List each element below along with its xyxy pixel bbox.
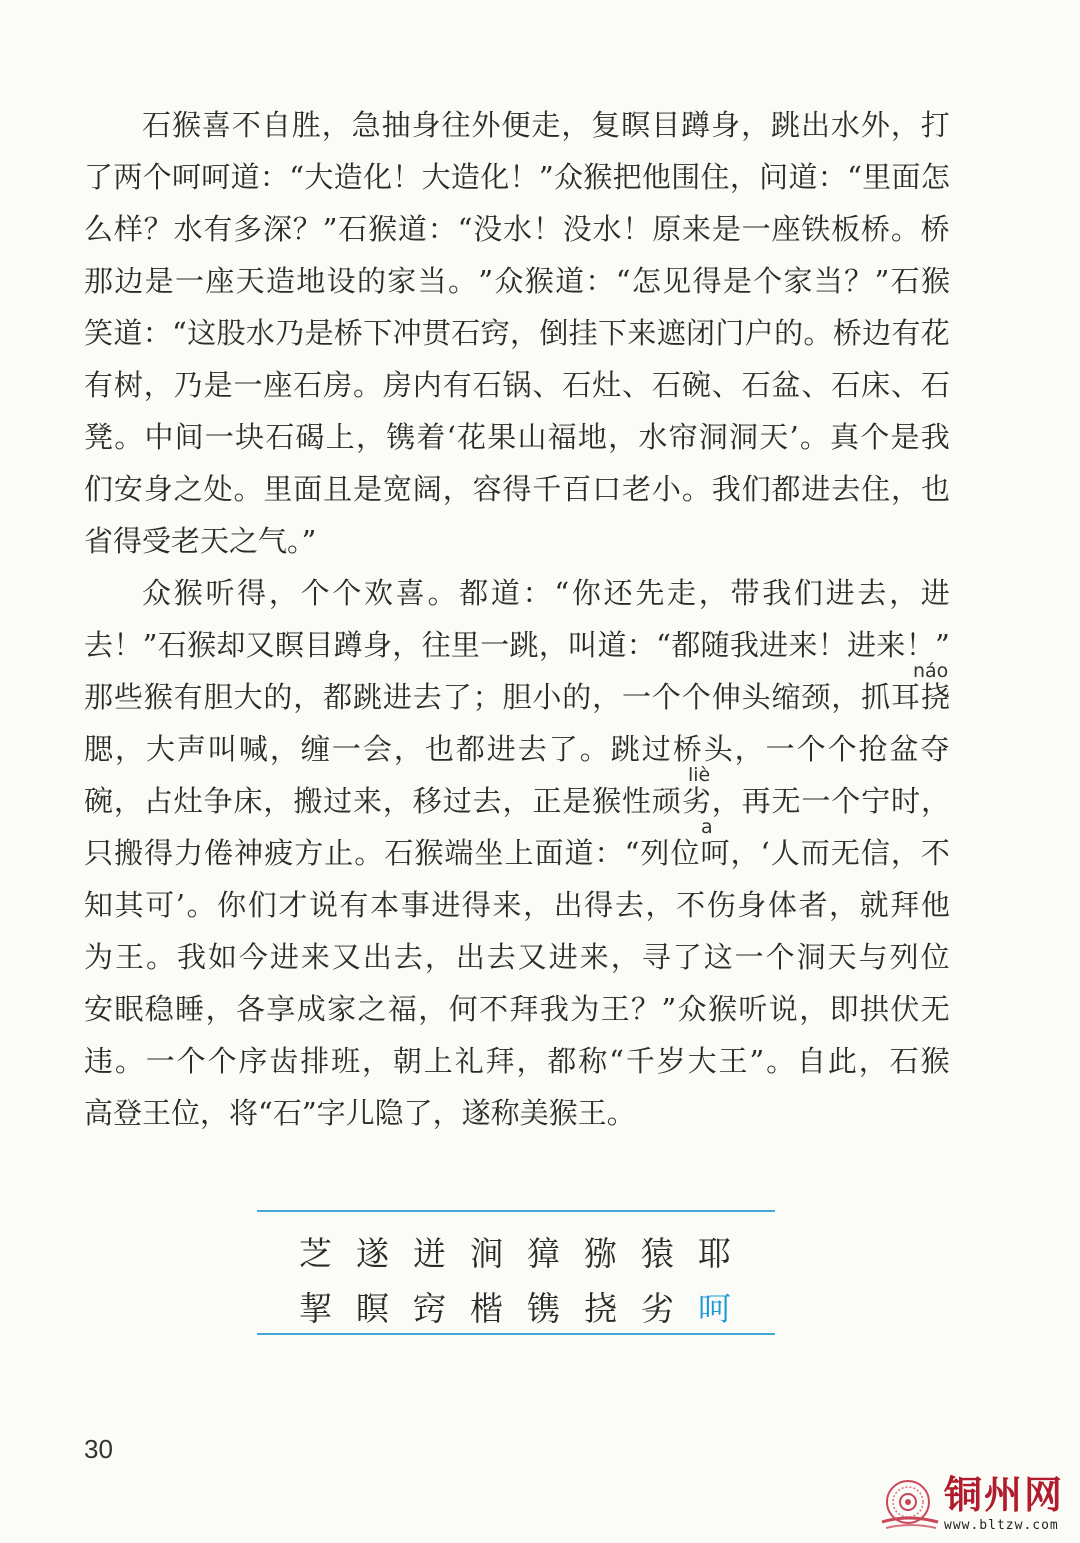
- text-line: 腮 ， 大 声 叫 喊 ， 缠 一 会 ， 也 都 进 去 了 。 跳 过 桥 头 ， 一 个 个 抢 盆 夺: [84, 732, 950, 766]
- text-line: 碗 ， 占 灶 争 床 ， 搬 过 来 ， 移 过 去 ， 正 是 猴 性 顽 劣 ， 再 无 一 个 宁 时 ，: [84, 784, 950, 818]
- char: 窍: [413, 1289, 446, 1328]
- top-rule: [257, 1210, 775, 1212]
- char: 獐: [527, 1234, 560, 1273]
- char: 瞑: [356, 1289, 389, 1328]
- text-line: 了 两 个 呵 呵 道 ： “ 大 造 化 ！ 大 造 化 ！ ” 众 猴 把 他 围 住 ， 问 道 ： “ 里 面 怎: [84, 160, 950, 194]
- text-line: 省得受老天之气。”: [84, 524, 317, 558]
- text-line: 凳 。 中 间 一 块 石 碣 上 ， 镌 着 ‘ 花 果 山 福 地 ， 水 帘 洞 洞 天 ’ 。 真 个 是 我: [84, 420, 950, 454]
- text-line: 高登王位，将“石”字儿隐了，遂称美猴王。: [84, 1096, 636, 1130]
- char: 挠: [584, 1289, 617, 1328]
- text-line: 只 搬 得 力 倦 神 疲 方 止 。 石 猴 端 坐 上 面 道 ： “ 列 位 呵 ， ‘ 人 而 无 信 ， 不: [84, 836, 950, 870]
- char-highlighted: 呵: [698, 1289, 731, 1328]
- text-line: 违 。 一 个 个 序 齿 排 班 ， 朝 上 礼 拜 ， 都 称 “ 千 岁 大 王 ” 。 自 此 ， 石 猴: [84, 1044, 950, 1078]
- text-line: 有 树 ， 乃 是 一 座 石 房 。 房 内 有 石 锅 、 石 灶 、 石 碗 、 石 盆 、 石 床 、 石: [84, 368, 950, 402]
- char: 镌: [527, 1289, 560, 1328]
- pinyin-lie: liè: [688, 764, 711, 786]
- page-number: 30: [84, 1434, 113, 1464]
- text-line: 们 安 身 之 处 。 里 面 且 是 宽 阔 ， 容 得 千 百 口 老 小 。 我 们 都 进 去 住 ， 也: [84, 472, 950, 506]
- text-line: 笑 道 ： “ 这 股 水 乃 是 桥 下 冲 贯 石 窍 ， 倒 挂 下 来 遮 闭 门 户 的 。 桥 边 有 花: [84, 316, 950, 350]
- pinyin-nao: náo: [913, 660, 949, 682]
- char: 涧: [470, 1234, 503, 1273]
- text-line: 那 边 是 一 座 天 造 地 设 的 家 当 。 ” 众 猴 道 ： “ 怎 见 得 是 个 家 当 ？ ” 石 猴: [84, 264, 950, 298]
- text-line: 那 些 猴 有 胆 大 的 ， 都 跳 进 去 了 ； 胆 小 的 ， 一 个 个 伸 头 缩 颈 ， 抓 耳 挠: [84, 680, 950, 714]
- characters-row-1: [299, 1228, 755, 1275]
- char: 芝: [299, 1234, 332, 1273]
- text-line: 知 其 可 ’ 。 你 们 才 说 有 本 事 进 得 来 ， 出 得 去 ， 不 伤 身 体 者 ， 就 拜 他: [84, 888, 950, 922]
- characters-row-2: [299, 1283, 755, 1330]
- watermark-name: 铜州网: [944, 1472, 1065, 1517]
- watermark-logo-icon: [878, 1478, 942, 1534]
- watermark-url: www.bltzw.com: [944, 1518, 1059, 1533]
- text-line: 众 猴 听 得 ， 个 个 欢 喜 。 都 道 ： “ 你 还 先 走 ， 带 我 们 进 去 ， 进: [142, 576, 950, 610]
- char: 挈: [299, 1289, 332, 1328]
- char: 楷: [470, 1289, 503, 1328]
- story-text: [84, 99, 950, 1139]
- char: 猕: [584, 1234, 617, 1273]
- char: 劣: [641, 1289, 674, 1328]
- pinyin-a: a: [701, 816, 713, 838]
- watermark: [878, 1474, 1074, 1538]
- char: 迸: [413, 1234, 446, 1273]
- text-line: 石 猴 喜 不 自 胜 ， 急 抽 身 往 外 便 走 ， 复 瞑 目 蹲 身 ， 跳 出 水 外 ， 打: [142, 108, 950, 142]
- text-line: 去 ！ ” 石 猴 却 又 瞑 目 蹲 身 ， 往 里 一 跳 ， 叫 道 ： “ 都 随 我 进 来 ！ 进 来 ！ ”: [84, 628, 950, 662]
- text-line: 么 样 ？ 水 有 多 深 ？ ” 石 猴 道 ： “ 没 水 ！ 没 水 ！ 原 来 是 一 座 铁 板 桥 。 桥: [84, 212, 950, 246]
- char: 耶: [698, 1234, 731, 1273]
- char: 遂: [356, 1234, 389, 1273]
- new-characters-box: [257, 1210, 775, 1335]
- text-line: 安 眠 稳 睡 ， 各 享 成 家 之 福 ， 何 不 拜 我 为 王 ？ ” 众 猴 听 说 ， 即 拱 伏 无: [84, 992, 950, 1026]
- char: 猿: [641, 1234, 674, 1273]
- bottom-rule: [257, 1333, 775, 1335]
- text-line: 为 王 。 我 如 今 进 来 又 出 去 ， 出 去 又 进 来 ， 寻 了 这 一 个 洞 天 与 列 位: [84, 940, 950, 974]
